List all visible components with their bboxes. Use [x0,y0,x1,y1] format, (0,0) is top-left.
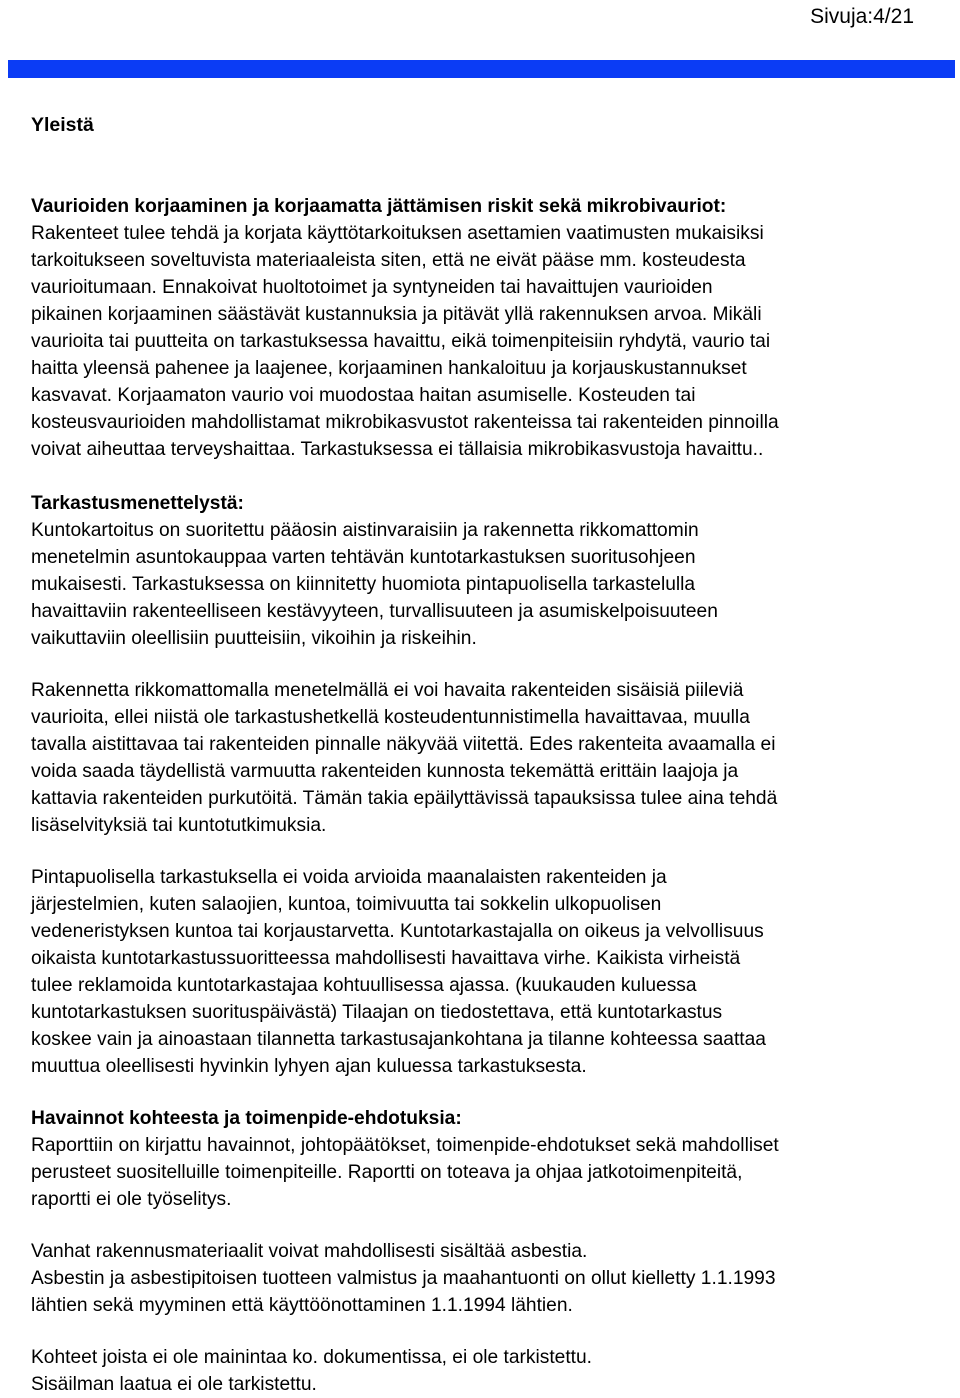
page-number: Sivuja:4/21 [810,5,914,28]
spacer [31,652,936,677]
document-body [31,112,936,1398]
spacer [31,839,936,864]
spacer [31,463,936,490]
paragraph-inspection-method: Kuntokartoitus on suoritettu pääosin aistinvaraisiin ja rakennetta rikkomattomin menetelmin asuntokauppaa varten tehtävän kuntotarkastuksen suoritusohjeen mukaisesti. Tarkastuksessa on kiinnitetty huomiota pintapuolisella tarkastelulla havaittaviin rakenteelliseen kestävyyteen, turvallisuuteen ja asumiskelpoisuuteen vaikuttaviin oleellisiin puutteisiin, vikoihin ja riskeihin. [31,520,718,649]
paragraph-surface-inspection: Pintapuolisella tarkastuksella ei voida arvioida maanalaisten rakenteiden ja järjestelmien, kuten salaojien, kuntoa, toimivuutta tai sokkelin ulkopuolisen vedeneristyksen kuntoa tai korjaustarvetta. Kuntotarkastajalla on oikeus ja velvollisuus oikaista kuntotarkastussuoritteessa mahdollisesti havaittava virhe. Kaikista virheistä tulee reklamoida kuntotarkastajaa kohtuullisessa ajassa. (kuukauden kuluessa kuntotarkastuksen suorituspäivästä) Tilaajan on tiedostettava, että kuntotarkastus koskee vain ja ainoastaan tilannetta tarkastusajankohtana ja tilanne kohteessa saattaa muuttua oleellisesti hyvinkin lyhyen ajan kuluessa tarkastuksesta. [31,867,766,1077]
heading-observations: Havainnot kohteesta ja toimenpide-ehdotuksia: [31,1108,462,1129]
paragraph-hidden-damage: Rakennetta rikkomattomalla menetelmällä ei voi havaita rakenteiden sisäisiä piileviä vaurioita, ellei niistä ole tarkastushetkellä kosteudentunnistimella havaittavaa, muulla tavalla aistittavaa tai rakenteiden pinnalle näkyvää viitettä. Edes rakenteita avaamalla ei voida saada täydellistä varmuutta rakenteiden kunnosta tekemättä erittäin laajoja ja kattavia rakenteiden purkutöitä. Tämän takia epäilyttävissä tapauksissa tulee aina tehdä lisäselvityksiä tai kuntotutkimuksia. [31,680,778,836]
spacer [31,1080,936,1105]
spacer [31,166,936,193]
spacer [31,1319,936,1344]
header-bar [8,60,955,78]
paragraph-observations: Raporttiin on kirjattu havainnot, johtopäätökset, toimenpide-ehdotukset sekä mahdolliset perusteet suositelluille toimenpiteille. Raportti on toteava ja ohjaa jatkotoimenpiteitä, raportti ei ole työselitys. [31,1135,779,1210]
paragraph-asbestos: Vanhat rakennusmateriaalit voivat mahdollisesti sisältää asbestia. Asbestin ja asbestipitoisen tuotteen valmistus ja maahantuonti on ollut kielletty 1.1.1993 lähtien sekä myyminen että käyttöönottaminen 1.1.1994 lähtien. [31,1241,776,1316]
heading-damage-repair: Vaurioiden korjaaminen ja korjaamatta jättämisen riskit sekä mikrobivauriot: [31,196,727,217]
paragraph-damage-repair: Rakenteet tulee tehdä ja korjata käyttötarkoituksen asettamien vaatimusten mukaisiksi tarkoitukseen soveltuvista materiaaleista siten, että ne eivät pääse mm. kosteudesta vaurioitumaan. Ennakoivat huoltotoimet ja syntyneiden tai havaittujen vaurioiden pikainen korjaaminen säästävät kustannuksia ja pitävät yllä rakennuksen arvoa. Mikäli vaurioita tai puutteita on tarkastuksessa havaittu, eikä toimenpiteisiin ryhdytä, vaurio tai haitta yleensä pahenee ja laajenee, korjaaminen hankaloituu ja korjauskustannukset kasvavat. Korjaamaton vaurio voi muodostaa haitan asumiselle. Kosteuden tai kosteusvaurioiden mahdollistamat mikrobikasvustot rakenteissa tai rakenteiden pinnoilla voivat aiheuttaa terveyshaittaa. Tarkastuksessa ei tällaisia mikrobikasvustoja havaittu.. [31,223,779,460]
heading-inspection-method: Tarkastusmenettelystä: [31,493,244,514]
paragraph-not-inspected: Kohteet joista ei ole mainintaa ko. dokumentissa, ei ole tarkistettu. Sisäilman laatua ei ole tarkistettu. [31,1347,593,1395]
spacer [31,139,936,166]
section-title: Yleistä [31,114,94,136]
spacer [31,1213,936,1238]
